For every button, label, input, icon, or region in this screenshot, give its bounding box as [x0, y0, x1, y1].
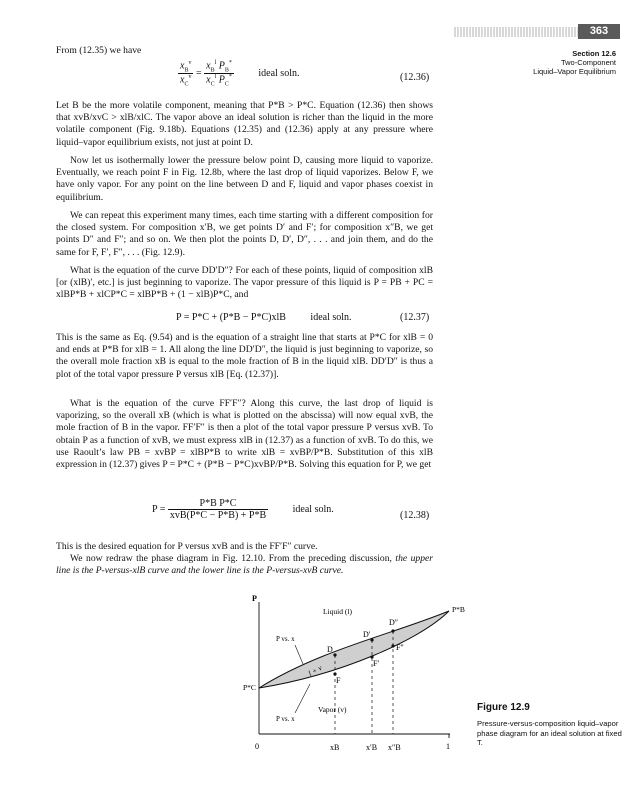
- label-F: F: [336, 676, 341, 685]
- eq-12-36-number: (12.36): [400, 72, 430, 83]
- paragraph-1: Let B be the more volatile component, meaning that P*B > P*C. Equation (12.36) then shows that xvB/xvC > xlB/xlC. The vapor above an ideal solution is richer than the liquid in the more volatile component (Fig. 9.18b). Equations (12.35) and (12.36) apply at any pressure where liquid–vapor equilibrium exists, not just at point D.: [56, 100, 433, 148]
- paragraph-4: What is the equation of the curve DD′D″? For each of these points, liquid of composition xlB [or (xlB)′, etc.] is just beginning to vaporize. The vapor pressure of this liquid is P = PB + PC = xlBP*B + xlCP*C = xlBP*B + (1 − xlB)P*C, and: [56, 265, 433, 301]
- eq-12-37-text: P = P*C + (P*B − P*C)xlB: [176, 312, 286, 323]
- label-D: D: [327, 645, 333, 654]
- section-title-line1: Two-Component: [560, 58, 616, 67]
- tick-x2B: x″B: [388, 743, 401, 752]
- upper-curve-pointer: [295, 645, 303, 664]
- eq-12-38-numerator: P*B P*C: [168, 498, 268, 510]
- section-title-line2: Liquid–Vapor Equilibrium: [533, 67, 616, 76]
- label-D1: D′: [363, 630, 371, 639]
- x-end-label: 1: [446, 742, 450, 751]
- page-number: 363: [578, 24, 620, 39]
- y-axis-label: P: [252, 594, 257, 603]
- lower-curve-pointer: [295, 684, 310, 713]
- pc-label: P*C: [243, 683, 256, 692]
- equation-12-36: $\frac{x_B^v}{x_C^v}$ = $\frac{x_B^l P_B^*}{x_C^l P_C^*}$ ideal soln.: [180, 60, 300, 88]
- section-number: Section 12.6: [572, 49, 616, 58]
- paragraph-5: This is the same as Eq. (9.54) and is the equation of a straight line that starts at P*C for xlB = 0 and ends at P*B for xlB = 1. All along the line DD′D″, the liquid is just beginning to vaporize, so the overall mole fraction xB is equal to the mole fraction of B in the liquid xlB. DD′D″ is thus a plot of the total vapor pressure P versus xlB [Eq. (12.37)].: [56, 332, 433, 380]
- paragraph-8b: the upper line is the P-versus-xlB curve and the lower line is the P-versus-xvB curve.: [56, 553, 433, 577]
- point-D2: [391, 629, 394, 632]
- two-phase-label: l + v: [306, 663, 324, 678]
- intro-text: From (12.35) we have: [56, 45, 142, 56]
- eq-12-38-denominator: xvB(P*C − P*B) + P*B: [169, 510, 267, 521]
- point-D: [333, 653, 336, 656]
- eq-12-38-lhs: P =: [152, 503, 166, 515]
- eq-12-37-label: ideal soln.: [310, 312, 352, 323]
- pb-label: P*B: [452, 605, 465, 614]
- eq-12-37-number: (12.37): [400, 312, 430, 323]
- figure-caption: Pressure-versus-composition liquid–vapor phase diagram for an ideal solution at fixed T.: [477, 719, 622, 747]
- paragraph-8a: We now redraw the phase diagram in Fig. 12.10. From the preceding discussion,: [70, 553, 392, 564]
- vapor-region-label: Vapor (v): [318, 705, 347, 714]
- lower-curve-label: P vs. x: [276, 715, 295, 723]
- label-F2: F″: [396, 643, 404, 652]
- paragraph-3: We can repeat this experiment many times, each time starting with a different composition for the closed system. For composition x′B, we get points D′ and F′; for composition x″B, we get points D″ and F″; and so on. We then plot the points D, D′, D″, . . . and join them, and do the same for F, F′, F″, . . . (Fig. 12.9).: [56, 210, 433, 258]
- tick-xB: xB: [330, 743, 340, 752]
- point-D1: [370, 638, 373, 641]
- two-phase-region: [259, 611, 449, 688]
- eq-12-38-number: (12.38): [400, 510, 430, 521]
- origin-label: 0: [255, 742, 259, 751]
- tick-x1B: x′B: [366, 743, 378, 752]
- eq-12-38-label: ideal soln.: [292, 503, 334, 515]
- point-F2: [391, 644, 394, 647]
- figure-label: Figure 12.9: [477, 702, 530, 713]
- paragraph-7: This is the desired equation for P versus xvB and is the FF′F″ curve.: [56, 541, 318, 552]
- label-D2: D″: [389, 618, 399, 627]
- liquid-region-label: Liquid (l): [323, 607, 352, 616]
- paragraph-6: What is the equation of the curve FF′F″? Along this curve, the last drop of liquid is vaporizing, so the overall xB (which is what is plotted on the abscissa) will now equal xvB, the mole fraction of B in the vapor. FF′F″ is then a plot of the total vapor pressure P versus xvB. To obtain P as a function of xvB, we must express xlB in (12.37) as a function of xvB. To do this, we use Raoult’s law PB = xvBP = xlBP*B to write xlB = xvBP/P*B. Substitution of this xlB expression in (12.37) gives P = P*C + (P*B − P*C)xvBP/P*B. Solving this equation for P, we get: [56, 398, 433, 471]
- eq-12-36-label: ideal soln.: [258, 68, 300, 80]
- paragraph-2: Now let us isothermally lower the pressure below point D, causing more liquid to vaporize. Eventually, we reach point F in Fig. 12.8b, where the last drop of liquid vaporizes. Below F, we have only vapor. For any point on the line between D and F, liquid and vapor phases coexist in equilibrium.: [56, 155, 433, 203]
- upper-curve-label: P vs. x: [276, 635, 295, 643]
- label-F1: F′: [373, 659, 380, 668]
